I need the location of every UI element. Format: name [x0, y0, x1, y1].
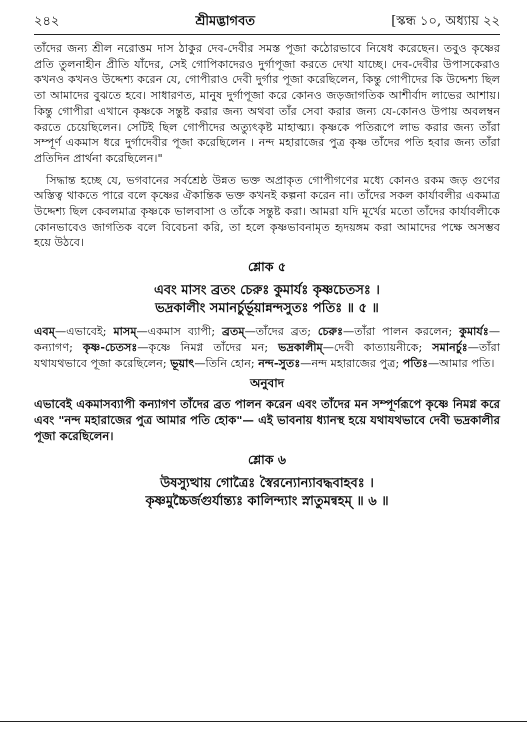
shloka-5-verse [34, 282, 500, 318]
shloka-6-heading: শ্লোক ৬ [247, 452, 287, 468]
synonym-word: পতিঃ [402, 355, 428, 370]
shloka-6-verse [34, 475, 500, 511]
shloka-6-line-2: কৃষ্ণমুচ্চৈর্জগুর্যান্ত্যঃ কালিন্দ্যাং স্নাতুমন্বহম্ ॥ ৬ ॥ [145, 494, 389, 510]
synonym-word: নন্দ-সুতঃ [258, 355, 301, 370]
synonym-word: মাসম্ [113, 324, 137, 339]
synonym-word: ব্রতম্ [222, 324, 245, 339]
synonym-word: ভূয়াৎ [170, 355, 195, 370]
shloka-5-synonyms: এবম্—এভাবেই; মাসম্—একমাস ব্যাপী; ব্রতম্—তাঁদের ব্রত; চেরুঃ—তাঁরা পালন করলেন; কুমার্যঃ—কন্যাগণ; কৃষ্ণ-চেতসঃ—কৃষ্ণে নিমগ্ন তাঁদের মন; ভদ্রকালীম্—দেবী কাত্যায়নীকে; সমানর্চুঃ—তাঁরা যথাযথভাবে পূজা করেছিলেন; ভূয়াৎ—তিনি হোন; নন্দ-সুতঃ—নন্দ মহারাজের পুত্র; পতিঃ—আমার পতি। [34, 324, 501, 370]
page-number: ২৪২ [34, 14, 60, 29]
synonym-meaning: তাঁদের ব্রত [255, 325, 308, 339]
shloka-6-line-1: উষস্যুত্থায় গোত্রৈঃ স্বৈরন্যোন্যাবদ্ধবাহবঃ । [160, 476, 374, 492]
purport-paragraph-2: সিদ্ধান্ত হচ্ছে যে, ভগবানের সর্বশ্রেষ্ঠ উন্নত ভক্ত অপ্রাকৃত গোপীগণের মধ্যে কোনও রকম জড় গুণের অস্তিত্ব থাকতে পারে বলে কৃষ্ণের ঐকান্তিক ভক্ত কখনই কল্পনা করেন না। তাঁদের সকল কার্যাবলীর একমাত্র উদ্দেশ্য ছিল কেবলমাত্র কৃষ্ণকে ভালবাসা ও তাঁকে সন্তুষ্ট করা। আমরা যদি মূর্খের মতো তাঁদের কার্যাবলীকে কোনভাবেও জাগতিক বলে বিবেচনা করি, তা হলে কৃষ্ণভাবনামৃত হৃদয়ঙ্গম করা আমাদের পক্ষে অসম্ভব হয়ে উঠবে। [34, 173, 500, 250]
synonym-meaning: নন্দ মহারাজের পুত্র [311, 356, 396, 370]
synonym-word: ভদ্রকালীম্ [278, 339, 323, 354]
synonym-word: কুমার্যঃ [459, 324, 489, 339]
synonym-word: এবম্ [34, 324, 55, 339]
synonym-meaning: তাঁরা পালন করলেন [354, 325, 449, 339]
synonym-meaning: একমাস ব্যাপী [147, 325, 212, 339]
purport-paragraph-1: তাঁদের জন্য শ্রীল নরোত্তম দাস ঠাকুর দেব-দেবীর সমস্ত পূজা কঠোরভাবে নিষেধ করেছেন। তবুও কৃষ্ণের প্রতি তুলনাহীন প্রীতি যাঁদের, সেই গোপিকাদেরও দুর্গাপূজা করতে দেখা যাচ্ছে। দেব-দেবীর উপাসকেরাও কখনও কখনও উদ্দেশ্য করেন যে, গোপীরাও দেবী দুর্গার পূজা করেছিলেন, কিন্তু গোপীদের কি উদ্দেশ্য ছিল তা আমাদের বুঝতে হবে। সাধারণত, মানুষ দুর্গাপূজা করে কোনও জড়জাগতিক আশীর্বাদ লাভের আশায়। কিন্তু গোপীরা এখানে কৃষ্ণকে সন্তুষ্ট করার জন্য অথবা তাঁর সেবা করার জন্য যে-কোনও উপায় অবলম্বন করতে চেয়েছিলেন। সেটিই ছিল গোপীদের অত্যুৎকৃষ্ট মাহাত্ম্য। কৃষ্ণকে পতিরূপে লাভ করার জন্য তাঁরা সম্পূর্ণ একমাস ধরে দুর্গাদেবীর পূজা করেছিলেন । নন্দ মহারাজের পুত্র কৃষ্ণ তাঁদের পতি হবার জন্য তাঁরা প্রতিদিন প্রার্থনা করেছিলেন।" [34, 42, 500, 165]
shloka-5-line-1: এবং মাসং ব্রতং চেরুঃ কুমার্যঃ কৃষ্ণচেতসঃ । [154, 283, 380, 299]
shloka-5-line-2: ভদ্রকালীং সমানর্চুর্ভূয়ান্নন্দসুতঃ পতিঃ ॥ ৫ ॥ [155, 301, 379, 317]
synonym-meaning: কৃষ্ণে নিমগ্ন তাঁদের মন [148, 340, 265, 354]
bottom-rule [0, 721, 527, 722]
synonym-word: চেরুঃ [317, 324, 344, 339]
anubad-heading: অনুবাদ [249, 376, 285, 391]
synonym-meaning: তিনি হোন [205, 356, 251, 370]
synonym-meaning: তাঁরা যথাযথভাবে পূজা করেছিলেন [34, 340, 501, 370]
synonym-meaning: কন্যাগণ [34, 340, 70, 354]
page-header [34, 14, 500, 35]
shloka-5-heading: শ্লোক ৫ [247, 259, 287, 275]
synonym-meaning: এভাবেই [66, 325, 103, 339]
chapter-reference: [স্কন্ধ ১০, অধ্যায় ২২ [391, 14, 500, 29]
page [34, 14, 500, 511]
synonym-meaning: আমার পতি। [439, 356, 495, 370]
synonym-word: কৃষ্ণ-চেতসঃ [82, 339, 138, 354]
synonym-word: সমানর্চুঃ [432, 339, 468, 354]
book-title: শ্রীমদ্ভাগবত [195, 14, 256, 29]
synonym-meaning: দেবী কাত্যায়নীকে [333, 340, 419, 354]
shloka-5-translation: এভাবেই একমাসব্যাপী কন্যাগণ তাঁদের ব্রত পালন করেন এবং তাঁদের মন সম্পূর্ণরূপে কৃষ্ণে নিমগ্ন করে এবং "নন্দ মহারাজের পুত্র আমার পতি হোক"— এই ভাবনায় ধ্যানস্থ হয়ে যথাযথভাবে দেবী ভদ্রকালীর পূজা করেছিলেন। [34, 397, 500, 444]
